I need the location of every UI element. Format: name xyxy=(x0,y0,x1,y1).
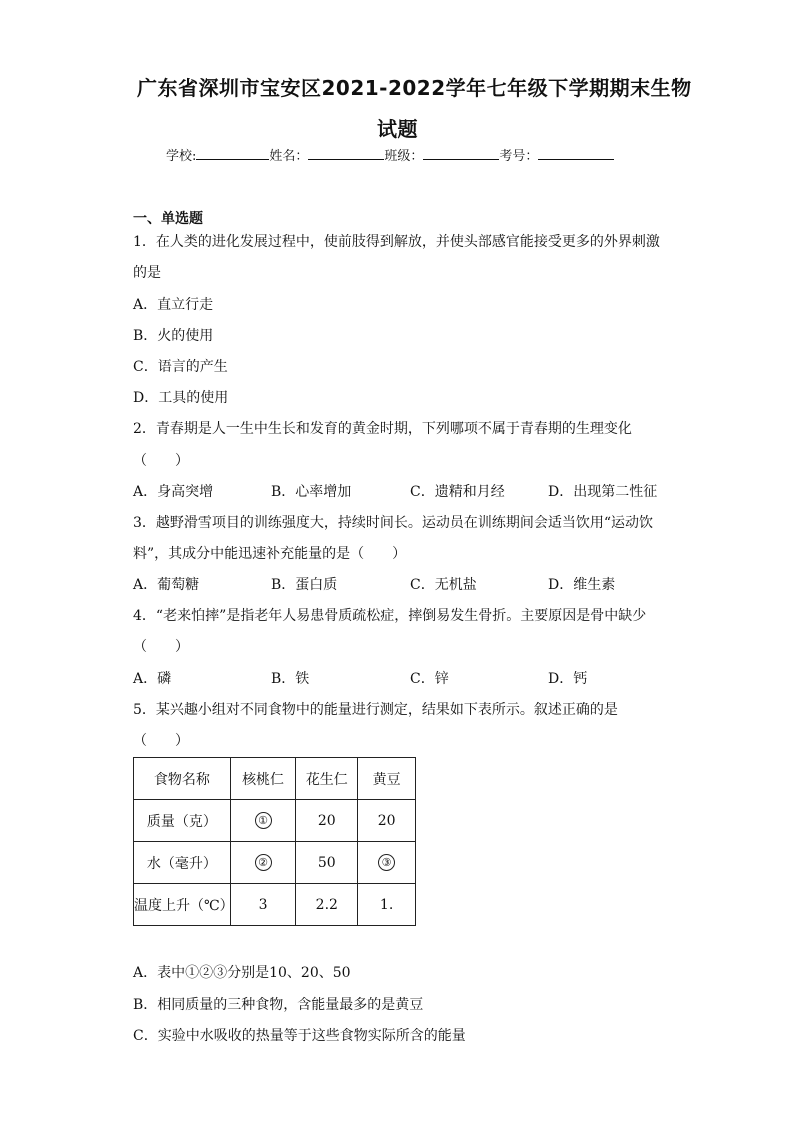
table-cell xyxy=(230,842,296,884)
table-row xyxy=(134,800,416,842)
q2-option-a[interactable]: A．身高突增 xyxy=(133,484,214,500)
name-label: 姓名： xyxy=(269,149,309,164)
q3-option-b[interactable]: B．蛋白质 xyxy=(271,577,338,593)
table-header-cell: 花生仁 xyxy=(296,758,358,800)
table-cell: 质量（克） xyxy=(134,800,231,842)
q2-option-d[interactable]: D．出现第二性征 xyxy=(548,484,658,500)
class-blank[interactable] xyxy=(423,146,499,160)
page-title-line1: 广东省深圳市宝安区2021-2022学年七年级下学期期末生物 xyxy=(137,76,692,100)
number-label: 考号： xyxy=(499,149,539,164)
q3-text-line1: 3．越野滑雪项目的训练强度大，持续时间长。运动员在训练期间会适当饮用“运动饮 xyxy=(133,515,654,531)
page-title-line2: 试题 xyxy=(377,117,418,141)
q2-text-line1: 2．青春期是人一生中生长和发育的黄金时期，下列哪项不属于青春期的生理变化 xyxy=(133,421,632,437)
table-cell xyxy=(230,800,296,842)
q2-option-b[interactable]: B．心率增加 xyxy=(271,484,352,500)
q4-text-line1: 4．“老来怕摔”是指老年人易患骨质疏松症，摔倒易发生骨折。主要原因是骨中缺少 xyxy=(133,608,647,624)
q5-option-b[interactable]: B．相同质量的三种食物，含能量最多的是黄豆 xyxy=(133,997,424,1013)
table-header-cell: 核桃仁 xyxy=(230,758,296,800)
q5-text-line1: 5．某兴趣小组对不同食物中的能量进行测定，结果如下表所示。叙述正确的是 xyxy=(133,702,618,718)
table-cell: 水（毫升） xyxy=(134,842,231,884)
table-header-cell: 食物名称 xyxy=(134,758,231,800)
q4-option-c[interactable]: C．锌 xyxy=(410,671,449,687)
circled-number: ③ xyxy=(378,854,395,871)
q1-text-line1: 1．在人类的进化发展过程中，使前肢得到解放，并使头部感官能接受更多的外界刺激 xyxy=(133,234,660,250)
table-cell: 3 xyxy=(230,884,296,926)
student-info-row xyxy=(166,146,614,165)
table-cell: 2.2 xyxy=(296,884,358,926)
table-header-row xyxy=(134,758,416,800)
q1-option-d[interactable]: D．工具的使用 xyxy=(133,390,229,406)
food-energy-table xyxy=(133,757,416,926)
name-blank[interactable] xyxy=(308,146,384,160)
q3-option-d[interactable]: D．维生素 xyxy=(548,577,616,593)
q1-option-a[interactable]: A．直立行走 xyxy=(133,297,214,313)
table-cell: 温度上升（℃） xyxy=(134,884,231,926)
table-row xyxy=(134,842,416,884)
number-blank[interactable] xyxy=(538,146,614,160)
table-header-cell: 黄豆 xyxy=(358,758,416,800)
table-row xyxy=(134,884,416,926)
table-cell: 20 xyxy=(296,800,358,842)
table-cell: 1. xyxy=(358,884,416,926)
q1-text-line2: 的是 xyxy=(133,265,161,281)
q5-text-line2: （ ） xyxy=(133,733,189,749)
q4-option-a[interactable]: A．磷 xyxy=(133,671,172,687)
section-title: 一、单选题 xyxy=(133,211,203,227)
q5-option-a[interactable]: A．表中①②③分别是10、20、50 xyxy=(133,965,351,981)
q4-text-line2: （ ） xyxy=(133,639,189,655)
q1-option-b[interactable]: B．火的使用 xyxy=(133,328,214,344)
q3-text-line2: 料”，其成分中能迅速补充能量的是（ ） xyxy=(133,546,407,562)
q4-option-b[interactable]: B．铁 xyxy=(271,671,310,687)
q5-option-c[interactable]: C．实验中水吸收的热量等于这些食物实际所含的能量 xyxy=(133,1028,466,1044)
circled-number: ① xyxy=(255,812,272,829)
table-cell: 50 xyxy=(296,842,358,884)
table-cell xyxy=(358,842,416,884)
q1-option-c[interactable]: C．语言的产生 xyxy=(133,359,228,375)
q3-option-c[interactable]: C．无机盐 xyxy=(410,577,477,593)
q4-option-d[interactable]: D．钙 xyxy=(548,671,588,687)
q2-text-line2: （ ） xyxy=(133,453,189,469)
circled-number: ② xyxy=(255,854,272,871)
class-label: 班级： xyxy=(384,149,424,164)
school-blank[interactable] xyxy=(196,146,269,160)
school-label: 学校: xyxy=(166,149,197,164)
table-cell: 20 xyxy=(358,800,416,842)
q2-option-c[interactable]: C．遗精和月经 xyxy=(410,484,505,500)
q3-option-a[interactable]: A．葡萄糖 xyxy=(133,577,200,593)
